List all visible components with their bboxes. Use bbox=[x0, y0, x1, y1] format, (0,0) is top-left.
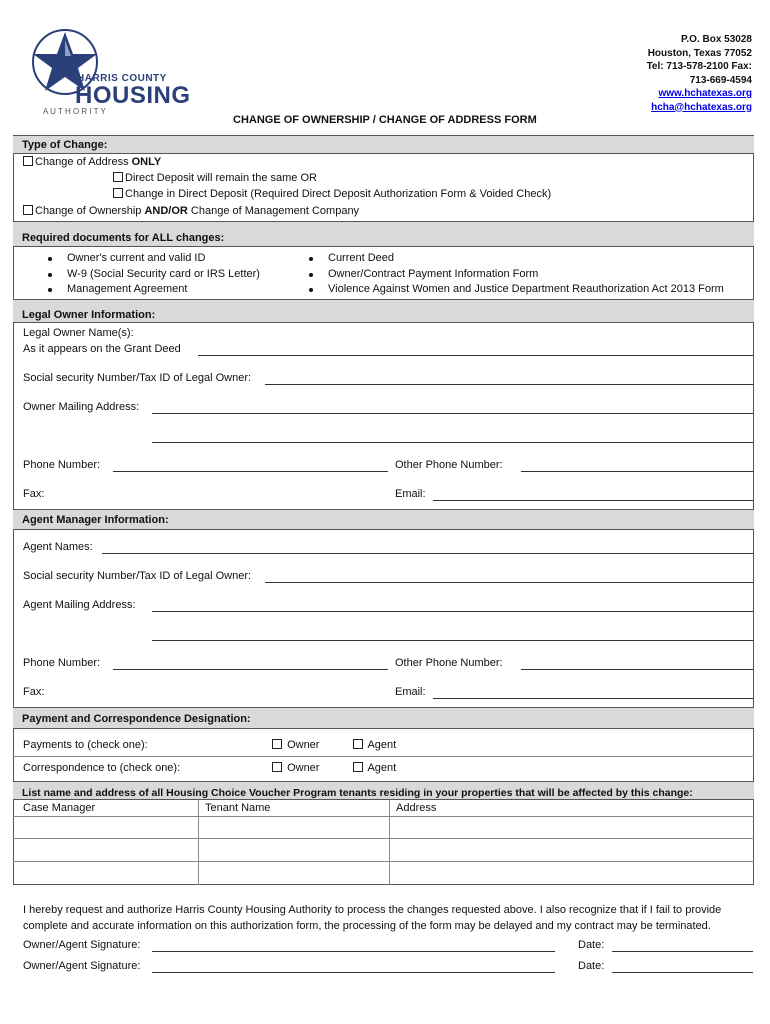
agent-ssn-label: Social security Number/Tax ID of Legal Owner: bbox=[23, 570, 252, 582]
agent-mailing-label: Agent Mailing Address: bbox=[23, 599, 136, 611]
required-doc-item: Current Deed bbox=[306, 252, 724, 268]
date-field-1[interactable] bbox=[612, 951, 753, 952]
date-field-2[interactable] bbox=[612, 972, 753, 973]
owner-email-field[interactable] bbox=[433, 500, 753, 501]
owner-email-label: Email: bbox=[395, 488, 426, 500]
payments-owner-option[interactable]: Owner bbox=[272, 739, 319, 751]
required-doc-item: Owner's current and valid ID bbox=[45, 252, 260, 268]
checkbox-correspondence-agent[interactable] bbox=[353, 762, 363, 772]
contact-fax: 713-669-4594 bbox=[689, 74, 752, 86]
required-doc-item: Violence Against Women and Justice Department Reauthorization Act 2013 Form bbox=[306, 283, 724, 299]
table-row[interactable] bbox=[13, 861, 754, 862]
agent-names-field[interactable] bbox=[102, 553, 753, 554]
logo bbox=[25, 28, 195, 116]
agent-email-label: Email: bbox=[395, 686, 426, 698]
owner-fax-label: Fax: bbox=[23, 488, 45, 500]
agent-phone-label: Phone Number: bbox=[23, 657, 101, 669]
payment-header bbox=[13, 707, 754, 729]
table-col-divider bbox=[389, 800, 390, 885]
tenants-table bbox=[13, 800, 754, 885]
owner-other-phone-label: Other Phone Number: bbox=[395, 459, 503, 471]
owner-ssn-label: Social security Number/Tax ID of Legal Owner: bbox=[23, 372, 252, 384]
table-col-divider bbox=[198, 800, 199, 885]
checkbox-change-ownership[interactable] bbox=[23, 205, 33, 215]
type-of-change-heading: Type of Change: bbox=[22, 139, 108, 151]
contact-city: Houston, Texas 77052 bbox=[647, 47, 752, 59]
column-address: Address bbox=[396, 802, 437, 814]
checkbox-change-address[interactable] bbox=[23, 156, 33, 166]
authorization-text: I hereby request and authorize Harris County Housing Authority to process the changes requested above. I also recognize that if I fail to provide complete and accurate information on this authorization form, the processing of the form may be delayed and my contract may be terminated. bbox=[23, 904, 722, 932]
agent-email-field[interactable] bbox=[433, 698, 753, 699]
agent-other-phone-field[interactable] bbox=[521, 669, 753, 670]
signature-field-2[interactable] bbox=[152, 972, 555, 973]
correspondence-owner-option[interactable]: Owner bbox=[272, 762, 319, 774]
required-docs-header bbox=[13, 221, 754, 247]
checkbox-payments-owner[interactable] bbox=[272, 739, 282, 749]
owner-name-field[interactable] bbox=[198, 355, 753, 356]
type-of-change-header bbox=[13, 135, 754, 154]
agent-names-label: Agent Names: bbox=[23, 541, 93, 553]
required-doc-item: Owner/Contract Payment Information Form bbox=[306, 268, 724, 284]
contact-tel: Tel: 713-578-2100 Fax: bbox=[646, 61, 752, 72]
required-docs-heading: Required documents for ALL changes: bbox=[22, 232, 225, 244]
email-link[interactable]: hcha@hchatexas.org bbox=[651, 101, 752, 113]
contact-block bbox=[647, 33, 752, 114]
required-doc-item: Management Agreement bbox=[45, 283, 260, 299]
signature-label: Owner/Agent Signature: bbox=[23, 960, 141, 972]
required-doc-item: W-9 (Social Security card or IRS Letter) bbox=[45, 268, 260, 284]
table-row[interactable] bbox=[13, 816, 754, 817]
owner-ssn-field[interactable] bbox=[265, 384, 753, 385]
form-title: CHANGE OF OWNERSHIP / CHANGE OF ADDRESS FORM bbox=[233, 114, 537, 126]
contact-po-box: P.O. Box 53028 bbox=[681, 34, 752, 45]
table-row[interactable] bbox=[13, 838, 754, 839]
owner-mailing-field-2[interactable] bbox=[152, 442, 753, 443]
agent-other-phone-label: Other Phone Number: bbox=[395, 657, 503, 669]
date-label: Date: bbox=[578, 939, 605, 951]
agent-fax-label: Fax: bbox=[23, 686, 45, 698]
change-address-option[interactable]: Change of Address ONLY bbox=[23, 156, 161, 168]
agent-mailing-field-1[interactable] bbox=[152, 611, 753, 612]
payment-heading: Payment and Correspondence Designation: bbox=[22, 713, 251, 725]
logo-line1: HARRIS COUNTY bbox=[77, 73, 167, 84]
dd-change-option[interactable]: Change in Direct Deposit (Required Direct Deposit Authorization Form & Voided Check) bbox=[113, 188, 551, 200]
logo-line2: HOUSING bbox=[75, 82, 191, 109]
checkbox-payments-agent[interactable] bbox=[353, 739, 363, 749]
website-link[interactable]: www.hchatexas.org bbox=[658, 88, 752, 99]
signature-label: Owner/Agent Signature: bbox=[23, 939, 141, 951]
agent-header bbox=[13, 509, 754, 530]
column-tenant-name: Tenant Name bbox=[205, 802, 271, 814]
owner-other-phone-field[interactable] bbox=[521, 471, 753, 472]
owner-phone-label: Phone Number: bbox=[23, 459, 101, 471]
correspondence-agent-option[interactable]: Agent bbox=[353, 762, 396, 774]
agent-mailing-field-2[interactable] bbox=[152, 640, 753, 641]
checkbox-dd-same[interactable] bbox=[113, 172, 123, 182]
logo-line3: A U T H O R I T Y bbox=[43, 107, 106, 116]
legal-owner-names-label: Legal Owner Name(s): bbox=[23, 327, 134, 339]
signature-field-1[interactable] bbox=[152, 951, 555, 952]
column-case-manager: Case Manager bbox=[23, 802, 96, 814]
payment-divider bbox=[13, 756, 754, 757]
tenants-header bbox=[13, 781, 754, 800]
date-label: Date: bbox=[578, 960, 605, 972]
required-docs-right bbox=[306, 252, 724, 299]
payments-to-label: Payments to (check one): bbox=[23, 739, 148, 751]
change-ownership-option[interactable]: Change of Ownership AND/OR Change of Management Company bbox=[23, 205, 359, 217]
owner-phone-field[interactable] bbox=[113, 471, 388, 472]
required-docs-left bbox=[45, 252, 260, 299]
dd-same-option[interactable]: Direct Deposit will remain the same OR bbox=[113, 172, 317, 184]
agent-phone-field[interactable] bbox=[113, 669, 388, 670]
grant-deed-label: As it appears on the Grant Deed bbox=[23, 343, 181, 355]
legal-owner-header bbox=[13, 299, 754, 323]
tenants-heading: List name and address of all Housing Choice Voucher Program tenants residing in your properties that will be affected by this change: bbox=[22, 787, 693, 799]
payments-agent-option[interactable]: Agent bbox=[353, 739, 396, 751]
checkbox-correspondence-owner[interactable] bbox=[272, 762, 282, 772]
correspondence-to-label: Correspondence to (check one): bbox=[23, 762, 181, 774]
checkbox-dd-change[interactable] bbox=[113, 188, 123, 198]
legal-owner-heading: Legal Owner Information: bbox=[22, 309, 156, 321]
agent-section bbox=[13, 530, 754, 707]
agent-ssn-field[interactable] bbox=[265, 582, 753, 583]
owner-mailing-field-1[interactable] bbox=[152, 413, 753, 414]
owner-mailing-label: Owner Mailing Address: bbox=[23, 401, 140, 413]
agent-heading: Agent Manager Information: bbox=[22, 514, 169, 526]
